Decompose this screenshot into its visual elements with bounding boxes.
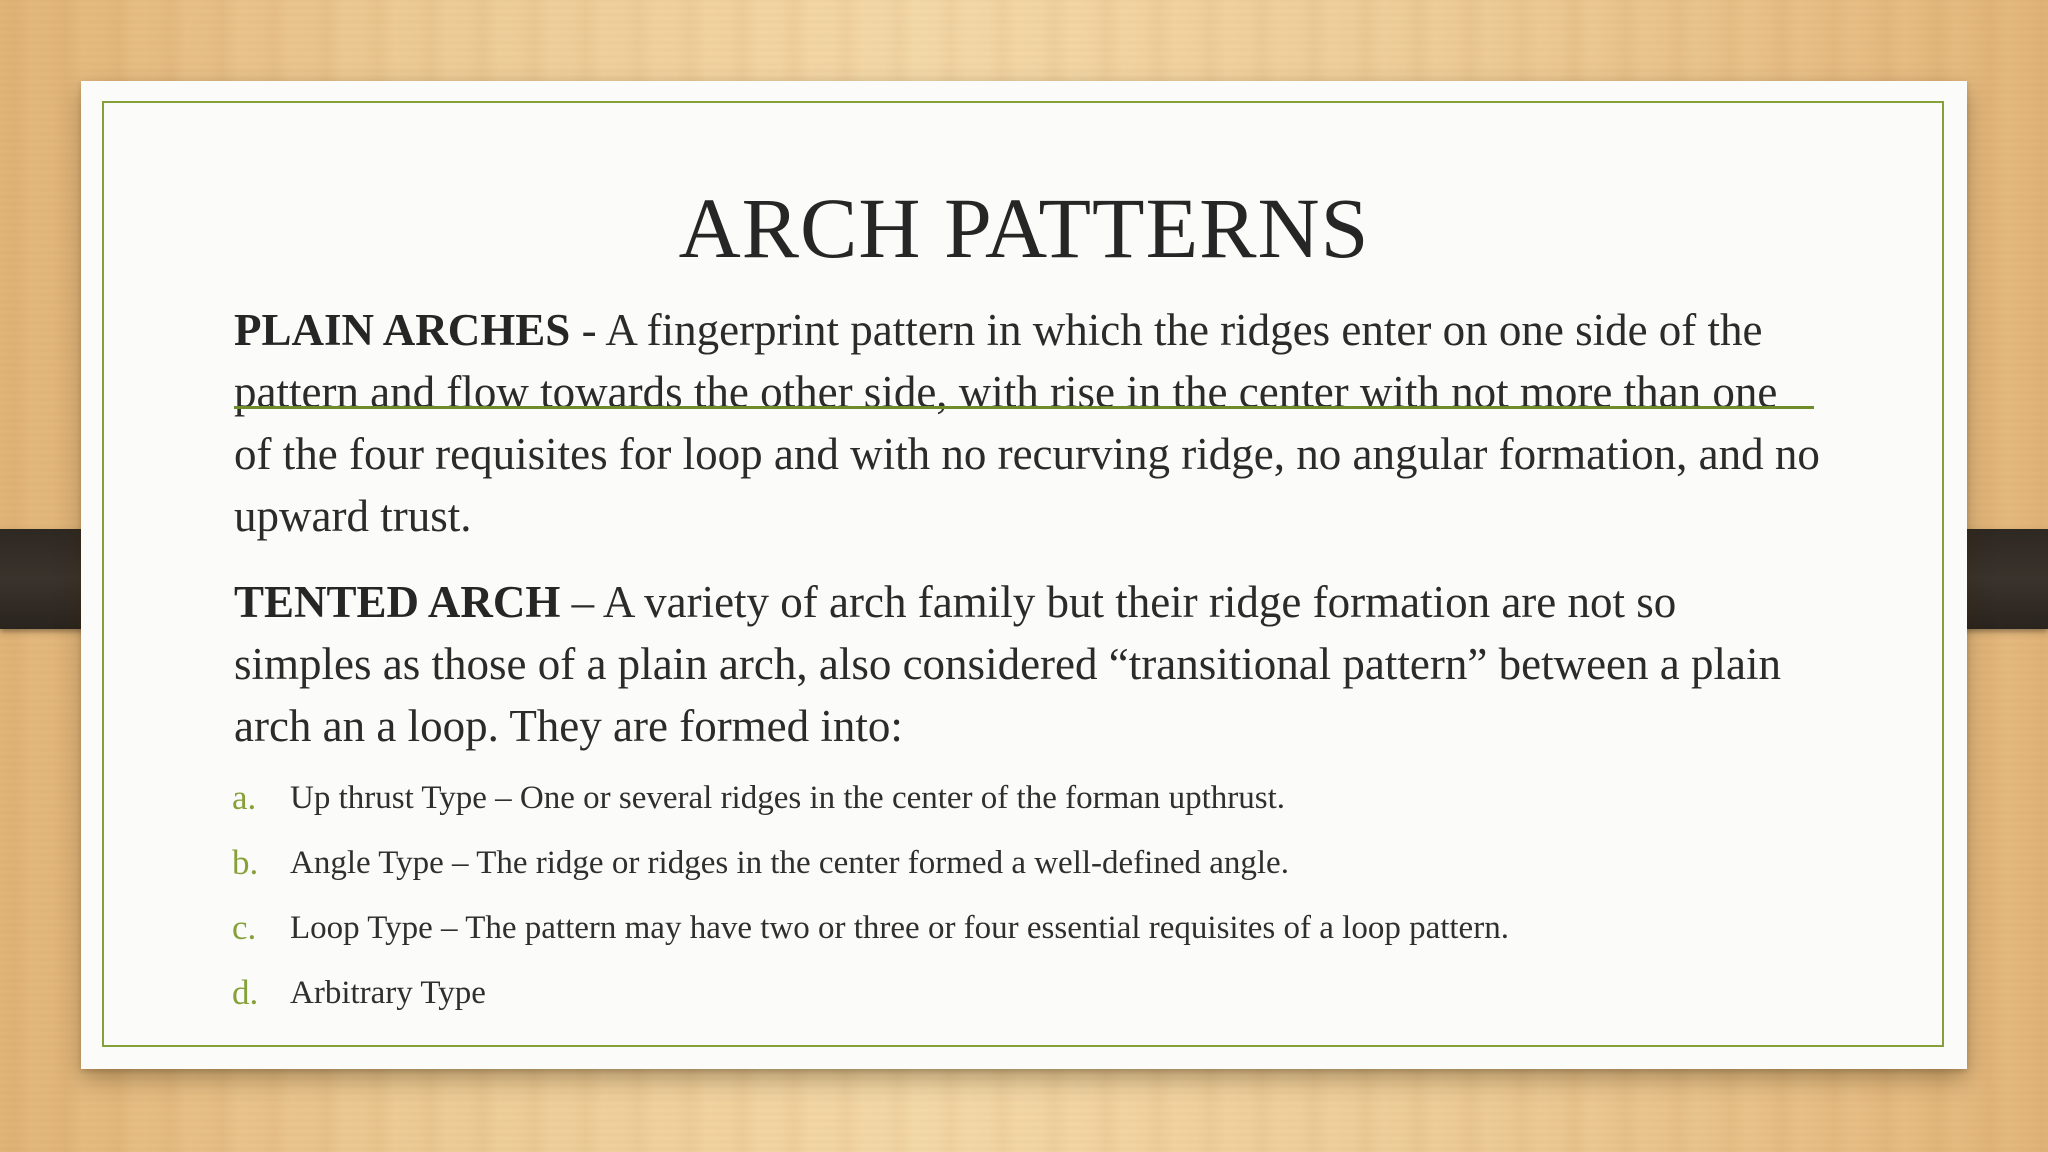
list-item-text: Loop Type – The pattern may have two or three or four essential requisites of a loop pattern.	[290, 910, 1509, 946]
tented-arch-separator: –	[560, 577, 603, 627]
plain-arches-term: PLAIN ARCHES	[234, 305, 571, 355]
annotation-line	[234, 406, 1814, 409]
list-item-text: Arbitrary Type	[290, 975, 486, 1011]
plain-arches-paragraph	[234, 299, 1824, 547]
tented-arch-text: A variety of arch family but their ridge formation are not so simples as those of a plain arch, also considered “transitional pattern” between a plain arch an a loop. They are formed into:	[234, 577, 1781, 751]
list-item	[232, 965, 1832, 1030]
list-item-text: Angle Type – The ridge or ridges in the center formed a well-defined angle.	[290, 845, 1289, 881]
list-item	[232, 770, 1832, 835]
list-marker: d.	[232, 973, 259, 1012]
plain-arches-text: A fingerprint pattern in which the ridges enter on one side of the pattern and flow towards the other side, with rise in the center with not more than one of the four requisites for loop and with no recurving ridge, no angular formation, and no upward trust.	[234, 305, 1820, 541]
tented-arch-paragraph	[234, 571, 1824, 757]
slide-title: ARCH PATTERNS	[678, 180, 1370, 276]
list-marker: a.	[232, 778, 257, 817]
tented-arch-term: TENTED ARCH	[234, 577, 561, 627]
tented-arch-types-list	[232, 770, 1832, 1030]
list-item	[232, 900, 1832, 965]
list-marker: b.	[232, 843, 259, 882]
list-item	[232, 835, 1832, 900]
list-marker: c.	[232, 908, 257, 947]
plain-arches-separator: -	[570, 305, 606, 355]
list-item-text: Up thrust Type – One or several ridges in the center of the forman upthrust.	[290, 780, 1286, 816]
